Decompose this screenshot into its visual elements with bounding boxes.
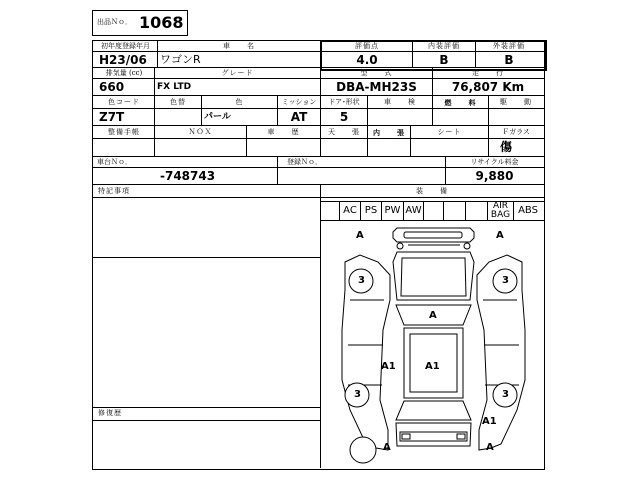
roof-lining-label: 天 張	[328, 128, 360, 136]
inspection-label: 車 検	[384, 98, 416, 106]
nox-label: ＮＯＸ	[188, 128, 213, 136]
registration-number-label: 登録Ｎｏ．	[287, 158, 322, 166]
hood-outline	[393, 252, 474, 300]
chassis-number-value: -748743	[160, 169, 216, 183]
color-code-value: Z7T	[99, 110, 125, 124]
interior-grade-label: 内装評価	[428, 42, 460, 50]
interior-grade-value: B	[439, 53, 449, 67]
grade-value: FX LTD	[157, 82, 192, 92]
maintenance-record-label: 整備手帳	[108, 128, 140, 136]
equipment-cell: PW	[382, 202, 404, 220]
damage-rear-right-corner: A	[486, 442, 494, 453]
damage-wheel-rl: 3	[354, 389, 361, 400]
color-label: 色	[235, 98, 244, 106]
engine-cc-label: 排気量 (cc)	[105, 69, 143, 77]
engine-cc-value: 660	[99, 80, 125, 94]
color-value: パール	[204, 112, 231, 122]
fuel-label: 燃 料	[444, 98, 477, 107]
tail-lamp-left	[402, 434, 410, 439]
spare-tire	[350, 437, 376, 463]
equipment-cell: ABS	[518, 205, 538, 216]
mileage-label: 走 行	[472, 69, 504, 77]
damage-wheel-fl: 3	[358, 275, 365, 286]
hood-inner	[401, 258, 466, 296]
damage-hood: A	[429, 310, 437, 321]
damage-side-left: A1	[381, 361, 396, 372]
damage-front-right: A	[496, 230, 504, 241]
year-label: 初年度登録年月	[101, 42, 150, 50]
damage-roof: A1	[425, 361, 440, 372]
front-glass-value: 傷	[500, 140, 513, 154]
exterior-grade-value: B	[504, 53, 514, 67]
damage-wheel-rr: 3	[502, 389, 509, 400]
history-label: 車 歴	[267, 128, 300, 136]
headlight-left	[397, 243, 403, 249]
score-value: 4.0	[356, 53, 378, 67]
damage-rear-right: A1	[482, 416, 497, 427]
equipment-cell: AW	[404, 202, 424, 220]
grade-label: グレード	[221, 69, 254, 77]
damage-front-left: A	[356, 230, 364, 241]
equipment-cell: PS	[361, 202, 382, 220]
lot-number-value: 1068	[139, 13, 184, 32]
model-label: 型 式	[360, 69, 393, 77]
damage-wheel-fr: 3	[502, 275, 509, 286]
color-change-label: 色替	[170, 98, 186, 106]
headlight-right	[464, 243, 470, 249]
equipment-cell: AIR BAG	[488, 202, 514, 220]
seat-label: シート	[437, 128, 462, 136]
score-label: 評価点	[355, 42, 379, 50]
car-name-label: 車 名	[223, 42, 255, 50]
drive-label: 駆 動	[500, 98, 532, 106]
repair-history-label: 修復歴	[98, 409, 122, 417]
rear-window-outline	[396, 401, 471, 420]
lot-number-label: 出品Ｎｏ．	[97, 18, 132, 26]
equipment-cell: AC	[340, 202, 361, 220]
mission-value: AT	[290, 110, 308, 124]
door-label: ドア･形状	[328, 98, 360, 106]
year-value: H23/06	[99, 53, 147, 67]
tail-lamp-right	[457, 434, 465, 439]
mission-label: ミッション	[281, 98, 317, 106]
chassis-number-label: 車台Ｎｏ．	[97, 158, 132, 166]
model-value: DBA-MH23S	[336, 80, 417, 94]
front-glass-label: Ｆガラス	[502, 128, 530, 136]
damage-rear-left: A	[383, 442, 391, 453]
front-grille	[404, 232, 462, 238]
special-notes-label: 特記事項	[98, 187, 130, 195]
mileage-value: 76,807 Km	[451, 80, 525, 94]
interior-trim-label: 内 張	[373, 128, 405, 137]
door-value: 5	[339, 110, 349, 124]
exterior-grade-label: 外装評価	[493, 42, 525, 50]
equipment-label: 装 備	[416, 187, 448, 195]
car-name-value: ワゴンR	[160, 53, 201, 66]
recycle-fee-value: 9,880	[475, 169, 514, 183]
color-code-label: 色コード	[108, 98, 140, 106]
recycle-fee-label: リサイクル料金	[470, 158, 519, 166]
